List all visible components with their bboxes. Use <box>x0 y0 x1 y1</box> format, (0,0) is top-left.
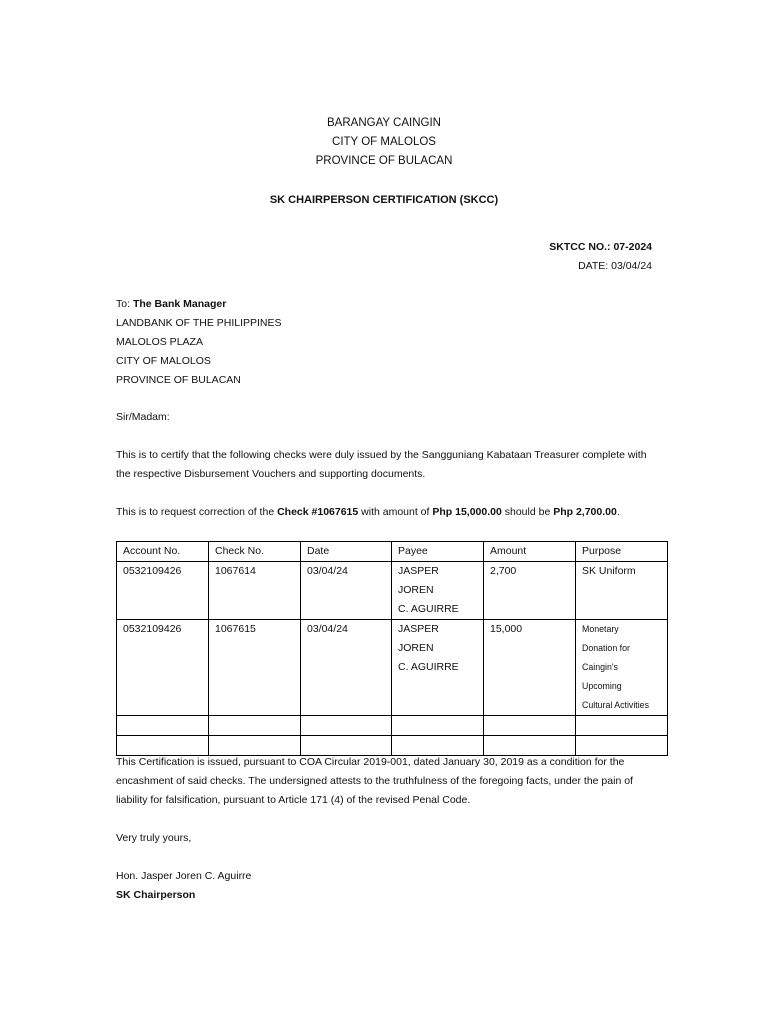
empty-cell <box>209 716 301 736</box>
date-cell: 03/04/24 <box>301 620 392 716</box>
date-cell: 03/04/24 <box>301 562 392 620</box>
empty-cell <box>576 716 668 736</box>
signer-position: SK Chairperson <box>116 889 196 901</box>
reference-number: SKTCC NO.: 07-2024 <box>549 241 652 253</box>
certification-paragraph: This is to certify that the following checks were duly issued by the Sangguniang Kabataan Treasurer complete with the respective Disbursement Vouchers and supporting documents. <box>116 449 647 480</box>
empty-cell <box>484 716 576 736</box>
column-header: Account No. <box>117 542 209 562</box>
purpose-line: Upcoming <box>582 681 622 691</box>
salutation: Sir/Madam: <box>116 411 170 423</box>
correction-text-1: This is to request correction of the <box>116 506 278 518</box>
branch-name: MALOLOS PLAZA <box>116 336 203 348</box>
payee-line: JASPER JOREN <box>398 565 439 596</box>
city-name: CITY OF MALOLOS <box>332 136 436 148</box>
closing-line: Very truly yours, <box>116 832 192 844</box>
empty-cell <box>392 716 484 736</box>
column-header: Payee <box>392 542 484 562</box>
check-cell: 1067614 <box>209 562 301 620</box>
purpose-line: Donation for <box>582 643 630 653</box>
purpose-cell <box>576 620 668 716</box>
purpose-line: Caingin's <box>582 662 618 672</box>
amount-cell: 15,000 <box>484 620 576 716</box>
column-header: Check No. <box>209 542 301 562</box>
document-header <box>0 114 768 171</box>
check-cell: 1067615 <box>209 620 301 716</box>
addressee-city: CITY OF MALOLOS <box>116 355 211 367</box>
recipient-name: The Bank Manager <box>132 298 227 310</box>
correction-paragraph <box>116 503 676 522</box>
addressee-province: PROVINCE OF BULACAN <box>116 374 241 386</box>
correct-amount: Php 2,700.00 <box>553 506 617 518</box>
empty-cell <box>117 716 209 736</box>
addressee-block <box>116 295 282 390</box>
payee-line: C. AGUIRRE <box>398 603 459 615</box>
column-header: Amount <box>484 542 576 562</box>
column-header: Purpose <box>576 542 668 562</box>
wrong-amount: Php 15,000.00 <box>432 506 502 518</box>
signature-block <box>116 867 251 905</box>
table-row <box>117 562 668 620</box>
barangay-name: BARANGAY CAINGIN <box>327 117 441 129</box>
account-cell: 0532109426 <box>117 620 209 716</box>
to-prefix: To: <box>116 298 133 310</box>
purpose-line: Cultural Activities <box>582 700 649 710</box>
province-name: PROVINCE OF BULACAN <box>315 155 453 167</box>
purpose-cell: SK Uniform <box>576 562 668 620</box>
payee-cell <box>392 620 484 716</box>
purpose-line: Monetary <box>582 624 619 634</box>
legal-basis-paragraph: This Certification is issued, pursuant to COA Circular 2019-001, dated January 30, 2019 as a condition for the encashment of said checks. The undersigned attests to the truthfulness of the foregoing facts, under the pain of liability for falsification, pursuant to Article 171 (4) of the revised Penal Code. <box>116 756 633 806</box>
payee-line: JASPER JOREN <box>398 623 439 654</box>
check-reference: Check #1067615 <box>277 506 359 518</box>
empty-cell <box>301 716 392 736</box>
table-row <box>117 620 668 716</box>
empty-table-row <box>117 716 668 736</box>
payee-line: C. AGUIRRE <box>398 661 459 673</box>
correction-text-2: with amount of <box>358 506 433 518</box>
bank-name: LANDBANK OF THE PHILIPPINES <box>116 317 282 329</box>
amount-cell: 2,700 <box>484 562 576 620</box>
checks-table <box>116 541 668 756</box>
signer-name: Hon. Jasper Joren C. Aguirre <box>116 870 252 882</box>
reference-date: DATE: 03/04/24 <box>578 260 652 272</box>
correction-text-3: should be <box>501 506 554 518</box>
table-header-row <box>117 542 668 562</box>
column-header: Date <box>301 542 392 562</box>
payee-cell <box>392 562 484 620</box>
account-cell: 0532109426 <box>117 562 209 620</box>
addressee-recipient-line <box>116 295 282 314</box>
reference-block <box>549 238 652 276</box>
correction-text-4: . <box>616 506 620 518</box>
document-title: SK CHAIRPERSON CERTIFICATION (SKCC) <box>269 194 499 206</box>
